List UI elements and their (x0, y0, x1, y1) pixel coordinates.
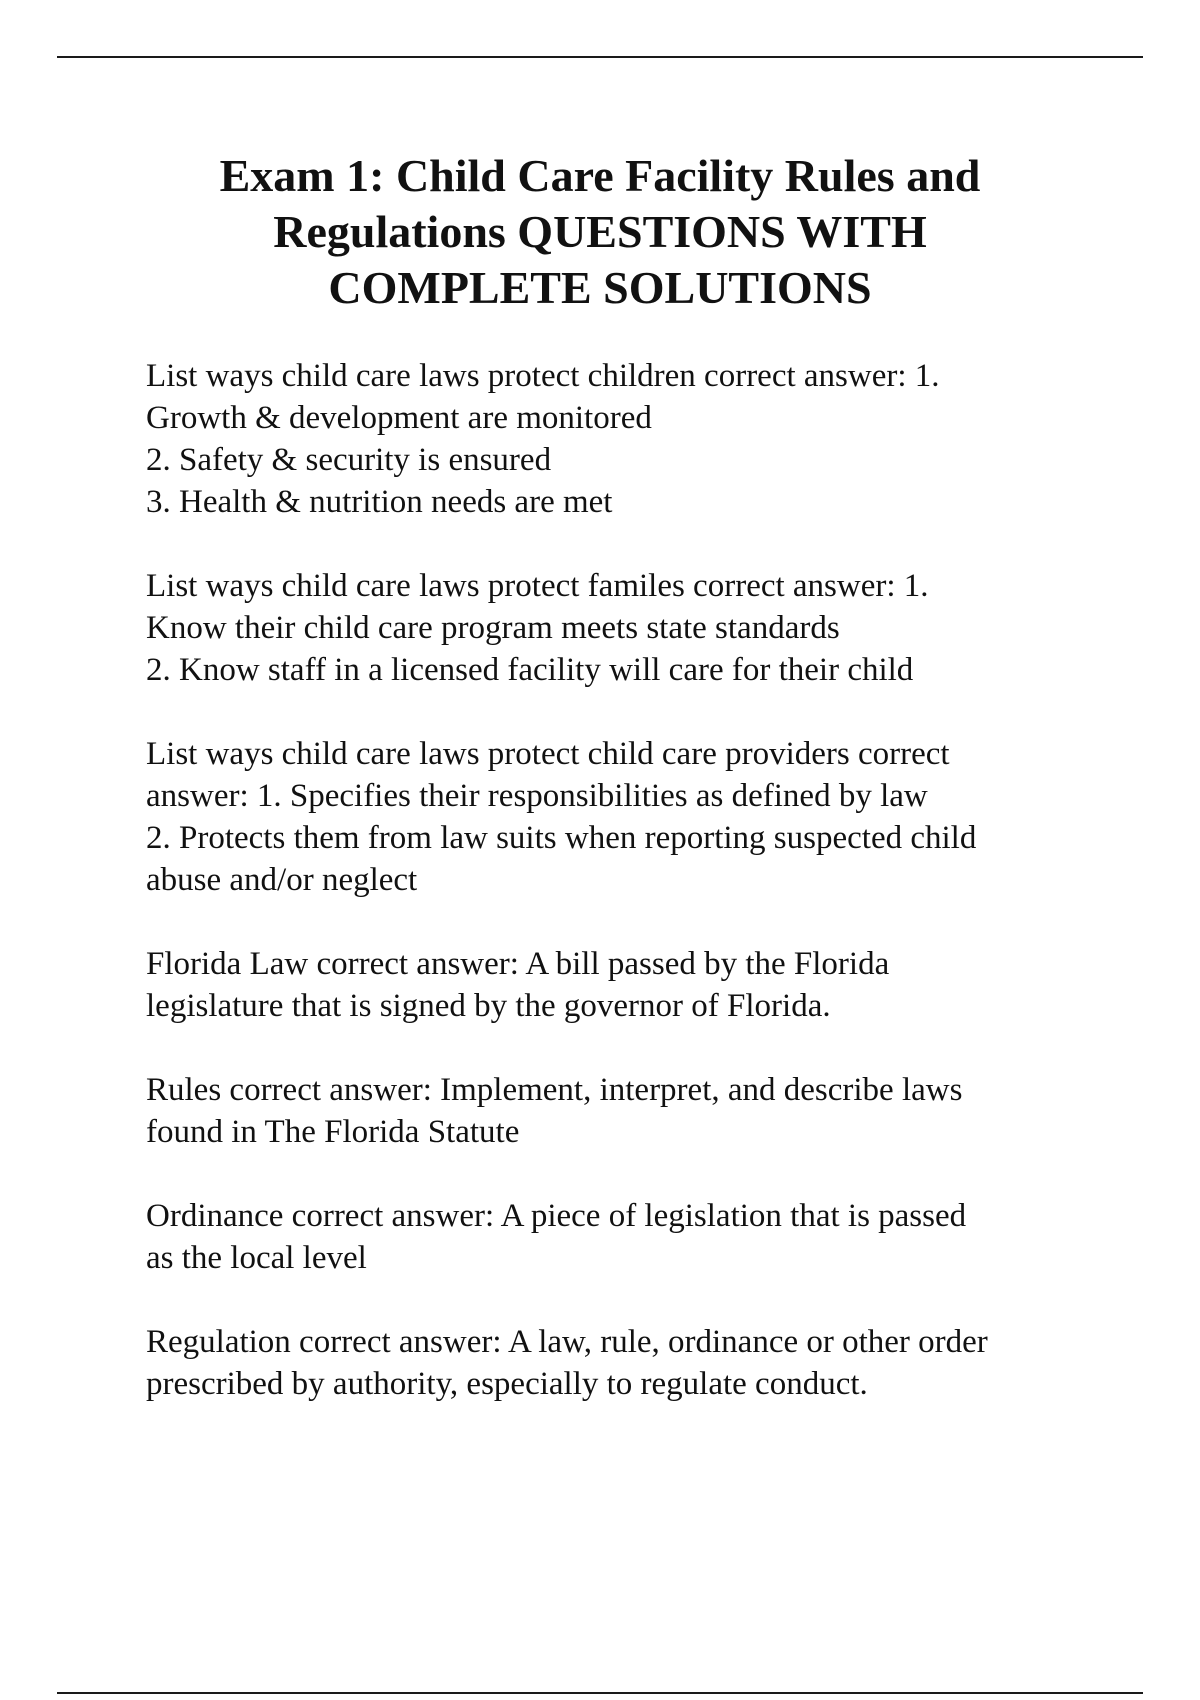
qa-line: found in The Florida Statute (146, 1114, 520, 1150)
qa-line: Rules correct answer: Implement, interpret, and describe laws (146, 1072, 963, 1108)
qa-line: Growth & development are monitored (146, 400, 652, 436)
qa-entry-rules (146, 1069, 1106, 1153)
page-title (150, 148, 1050, 316)
title-line: Exam 1: Child Care Facility Rules and (219, 150, 981, 201)
qa-entry-children (146, 355, 1106, 523)
qa-line: 2. Know staff in a licensed facility will care for their child (146, 652, 914, 688)
top-divider (57, 56, 1143, 58)
qa-line: abuse and/or neglect (146, 862, 418, 898)
title-line: COMPLETE SOLUTIONS (328, 262, 872, 313)
qa-line: legislature that is signed by the governor of Florida. (146, 988, 831, 1024)
qa-line: prescribed by authority, especially to regulate conduct. (146, 1366, 868, 1402)
qa-line: answer: 1. Specifies their responsibilities as defined by law (146, 778, 928, 814)
qa-entry-ordinance (146, 1195, 1106, 1279)
bottom-divider (57, 1692, 1143, 1694)
qa-line: 3. Health & nutrition needs are met (146, 484, 613, 520)
qa-entry-florida-law (146, 943, 1106, 1027)
qa-line: List ways child care laws protect familes correct answer: 1. (146, 568, 929, 604)
qa-line: Florida Law correct answer: A bill passed by the Florida (146, 946, 890, 982)
qa-line: as the local level (146, 1240, 367, 1276)
qa-line: 2. Protects them from law suits when reporting suspected child (146, 820, 977, 856)
qa-line: List ways child care laws protect children correct answer: 1. (146, 358, 940, 394)
qa-entry-providers (146, 733, 1106, 901)
qa-line: Know their child care program meets state standards (146, 610, 840, 646)
title-line: Regulations QUESTIONS WITH (273, 206, 927, 257)
qa-entry-families (146, 565, 1106, 691)
qa-list (146, 355, 1106, 1447)
qa-line: 2. Safety & security is ensured (146, 442, 552, 478)
qa-line: Ordinance correct answer: A piece of legislation that is passed (146, 1198, 967, 1234)
qa-line: List ways child care laws protect child care providers correct (146, 736, 950, 772)
qa-entry-regulation (146, 1321, 1106, 1405)
qa-line: Regulation correct answer: A law, rule, ordinance or other order (146, 1324, 988, 1360)
